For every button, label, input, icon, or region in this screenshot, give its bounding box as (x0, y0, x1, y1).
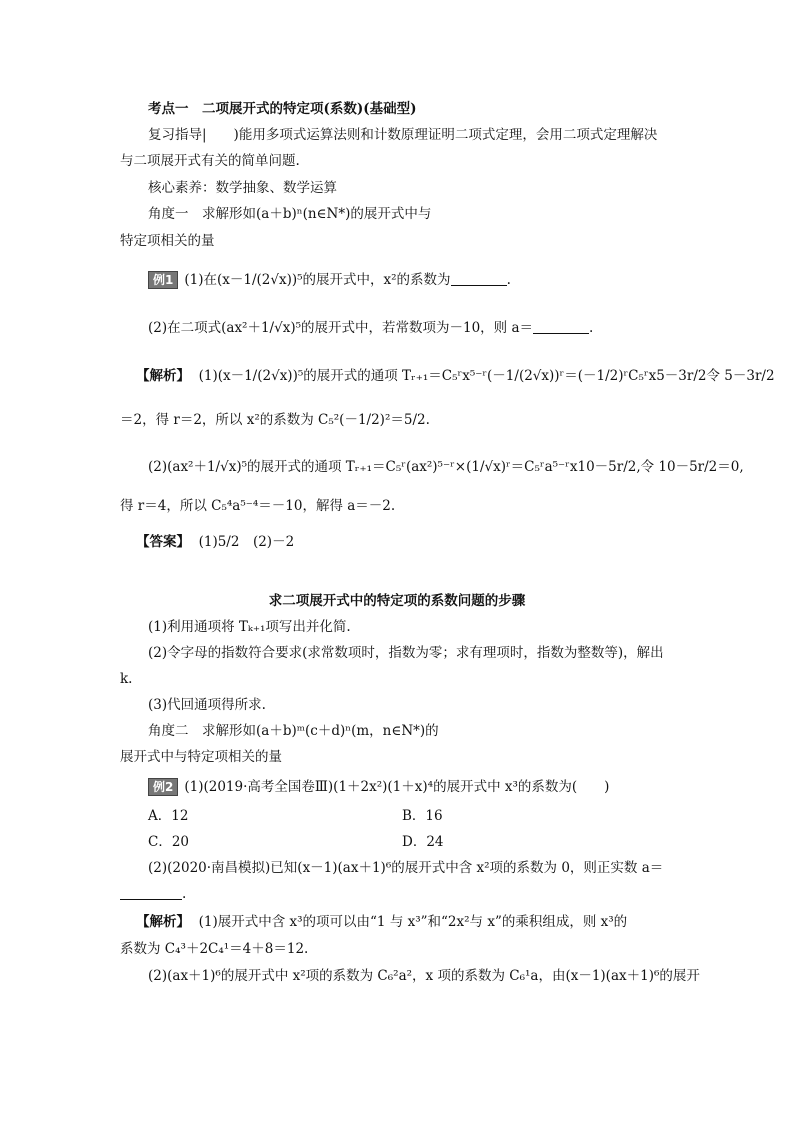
example2-tag: 例2 (148, 778, 178, 796)
solution1-line2: ＝2，得 r＝2，所以 x²的系数为 C₅²(－1/2)²＝5/2. (120, 412, 430, 428)
answer-blank-2[interactable] (533, 319, 589, 334)
angle1-title: 角度一 求解形如(a＋b)ⁿ(n∈N*)的展开式中与 (148, 206, 432, 222)
solution2-line2: 系数为 C₄³＋2C₄¹＝4＋8＝12. (120, 941, 309, 957)
angle2-subtitle: 展开式中与特定项相关的量 (120, 749, 282, 765)
choice-d[interactable]: D．24 (402, 834, 444, 850)
solution1-line4: 得 r＝4，所以 C₅⁴a⁵⁻⁴＝－10，解得 a＝－2. (120, 498, 396, 514)
solution1-line1: 【解析】 (1)(x－1/(2√x))⁵的展开式的通项 Tᵣ₊₁＝C₅ʳx⁵⁻ʳ(－1/(2√x))ʳ＝(－1/2)ʳC₅ʳx5－3r/2令 5－3r/2 (136, 368, 775, 384)
section-title: 考点一 二项展开式的特定项(系数)(基础型) (148, 101, 417, 117)
solution2-line3: (2)(ax＋1)⁶的展开式中 x²项的系数为 C₆²a²，x 项的系数为 C₆¹a，由(x－1)(ax＋1)⁶的展开 (148, 968, 700, 984)
solution2-line1: 【解析】 (1)展开式中含 x³的项可以由“1 与 x³”和“2x²与 x”的乘积组成，则 x³的 (136, 914, 628, 930)
example2-question1: 例2 (1)(2019·高考全国卷Ⅲ)(1＋2x²)(1＋x)⁴的展开式中 x³的系数为( ) (148, 777, 609, 797)
answer-blank-1[interactable] (451, 271, 507, 286)
example2-question2-line1: (2)(2020·南昌模拟)已知(x－1)(ax＋1)⁶的展开式中含 x²项的系数为 0，则正实数 a＝ (148, 860, 664, 876)
choice-c[interactable]: C．20 (148, 834, 190, 850)
solution1-line3: (2)(ax²＋1/√x)⁵的展开式的通项 Tᵣ₊₁＝C₅ʳ(ax²)⁵⁻ʳ×(1/√x)ʳ＝C₅ʳa⁵⁻ʳx10－5r/2,令 10－5r/2＝0, (148, 459, 744, 475)
example1-tag: 例1 (148, 271, 178, 289)
method-step2-line1: (2)令字母的指数符合要求(求常数项时，指数为零；求有理项时，指数为整数等)，解出 (148, 645, 664, 661)
answer1: 【答案】 (1)5/2 (2)－2 (136, 534, 295, 550)
method-step3: (3)代回通项得所求. (148, 697, 266, 713)
angle1-subtitle: 特定项相关的量 (120, 233, 215, 249)
angle2-title: 角度二 求解形如(a＋b)ᵐ(c＋d)ⁿ(m，n∈N*)的 (148, 723, 439, 739)
choice-a[interactable]: A．12 (148, 808, 189, 824)
q1-expression: (x－1/(2√x))⁵ (216, 272, 303, 288)
method-step1: (1)利用通项将 Tₖ₊₁项写出并化简. (148, 619, 351, 635)
choice-b[interactable]: B．16 (402, 808, 443, 824)
core-literacy: 核心素养：数学抽象、数学运算 (148, 180, 337, 196)
answer-blank-3[interactable] (120, 885, 182, 900)
method-step2-line2: k. (120, 671, 133, 687)
review-guide-line2: 与二项展开式有关的简单问题. (120, 153, 300, 169)
review-guide-line1: 复习指导| )能用多项式运算法则和计数原理证明二项式定理，会用二项式定理解决 (148, 127, 658, 143)
example1-question2: (2)在二项式(ax²＋1/√x)⁵的展开式中，若常数项为－10，则 a＝ . (148, 320, 594, 336)
q2-expression: (ax²＋1/√x)⁵ (221, 320, 301, 336)
example2-question2-line2: . (120, 884, 186, 904)
example1-question1: 例1 (1)在(x－1/(2√x))⁵的展开式中，x²的系数为 . (148, 270, 511, 290)
method-title: 求二项展开式中的特定项的系数问题的步骤 (268, 593, 526, 609)
